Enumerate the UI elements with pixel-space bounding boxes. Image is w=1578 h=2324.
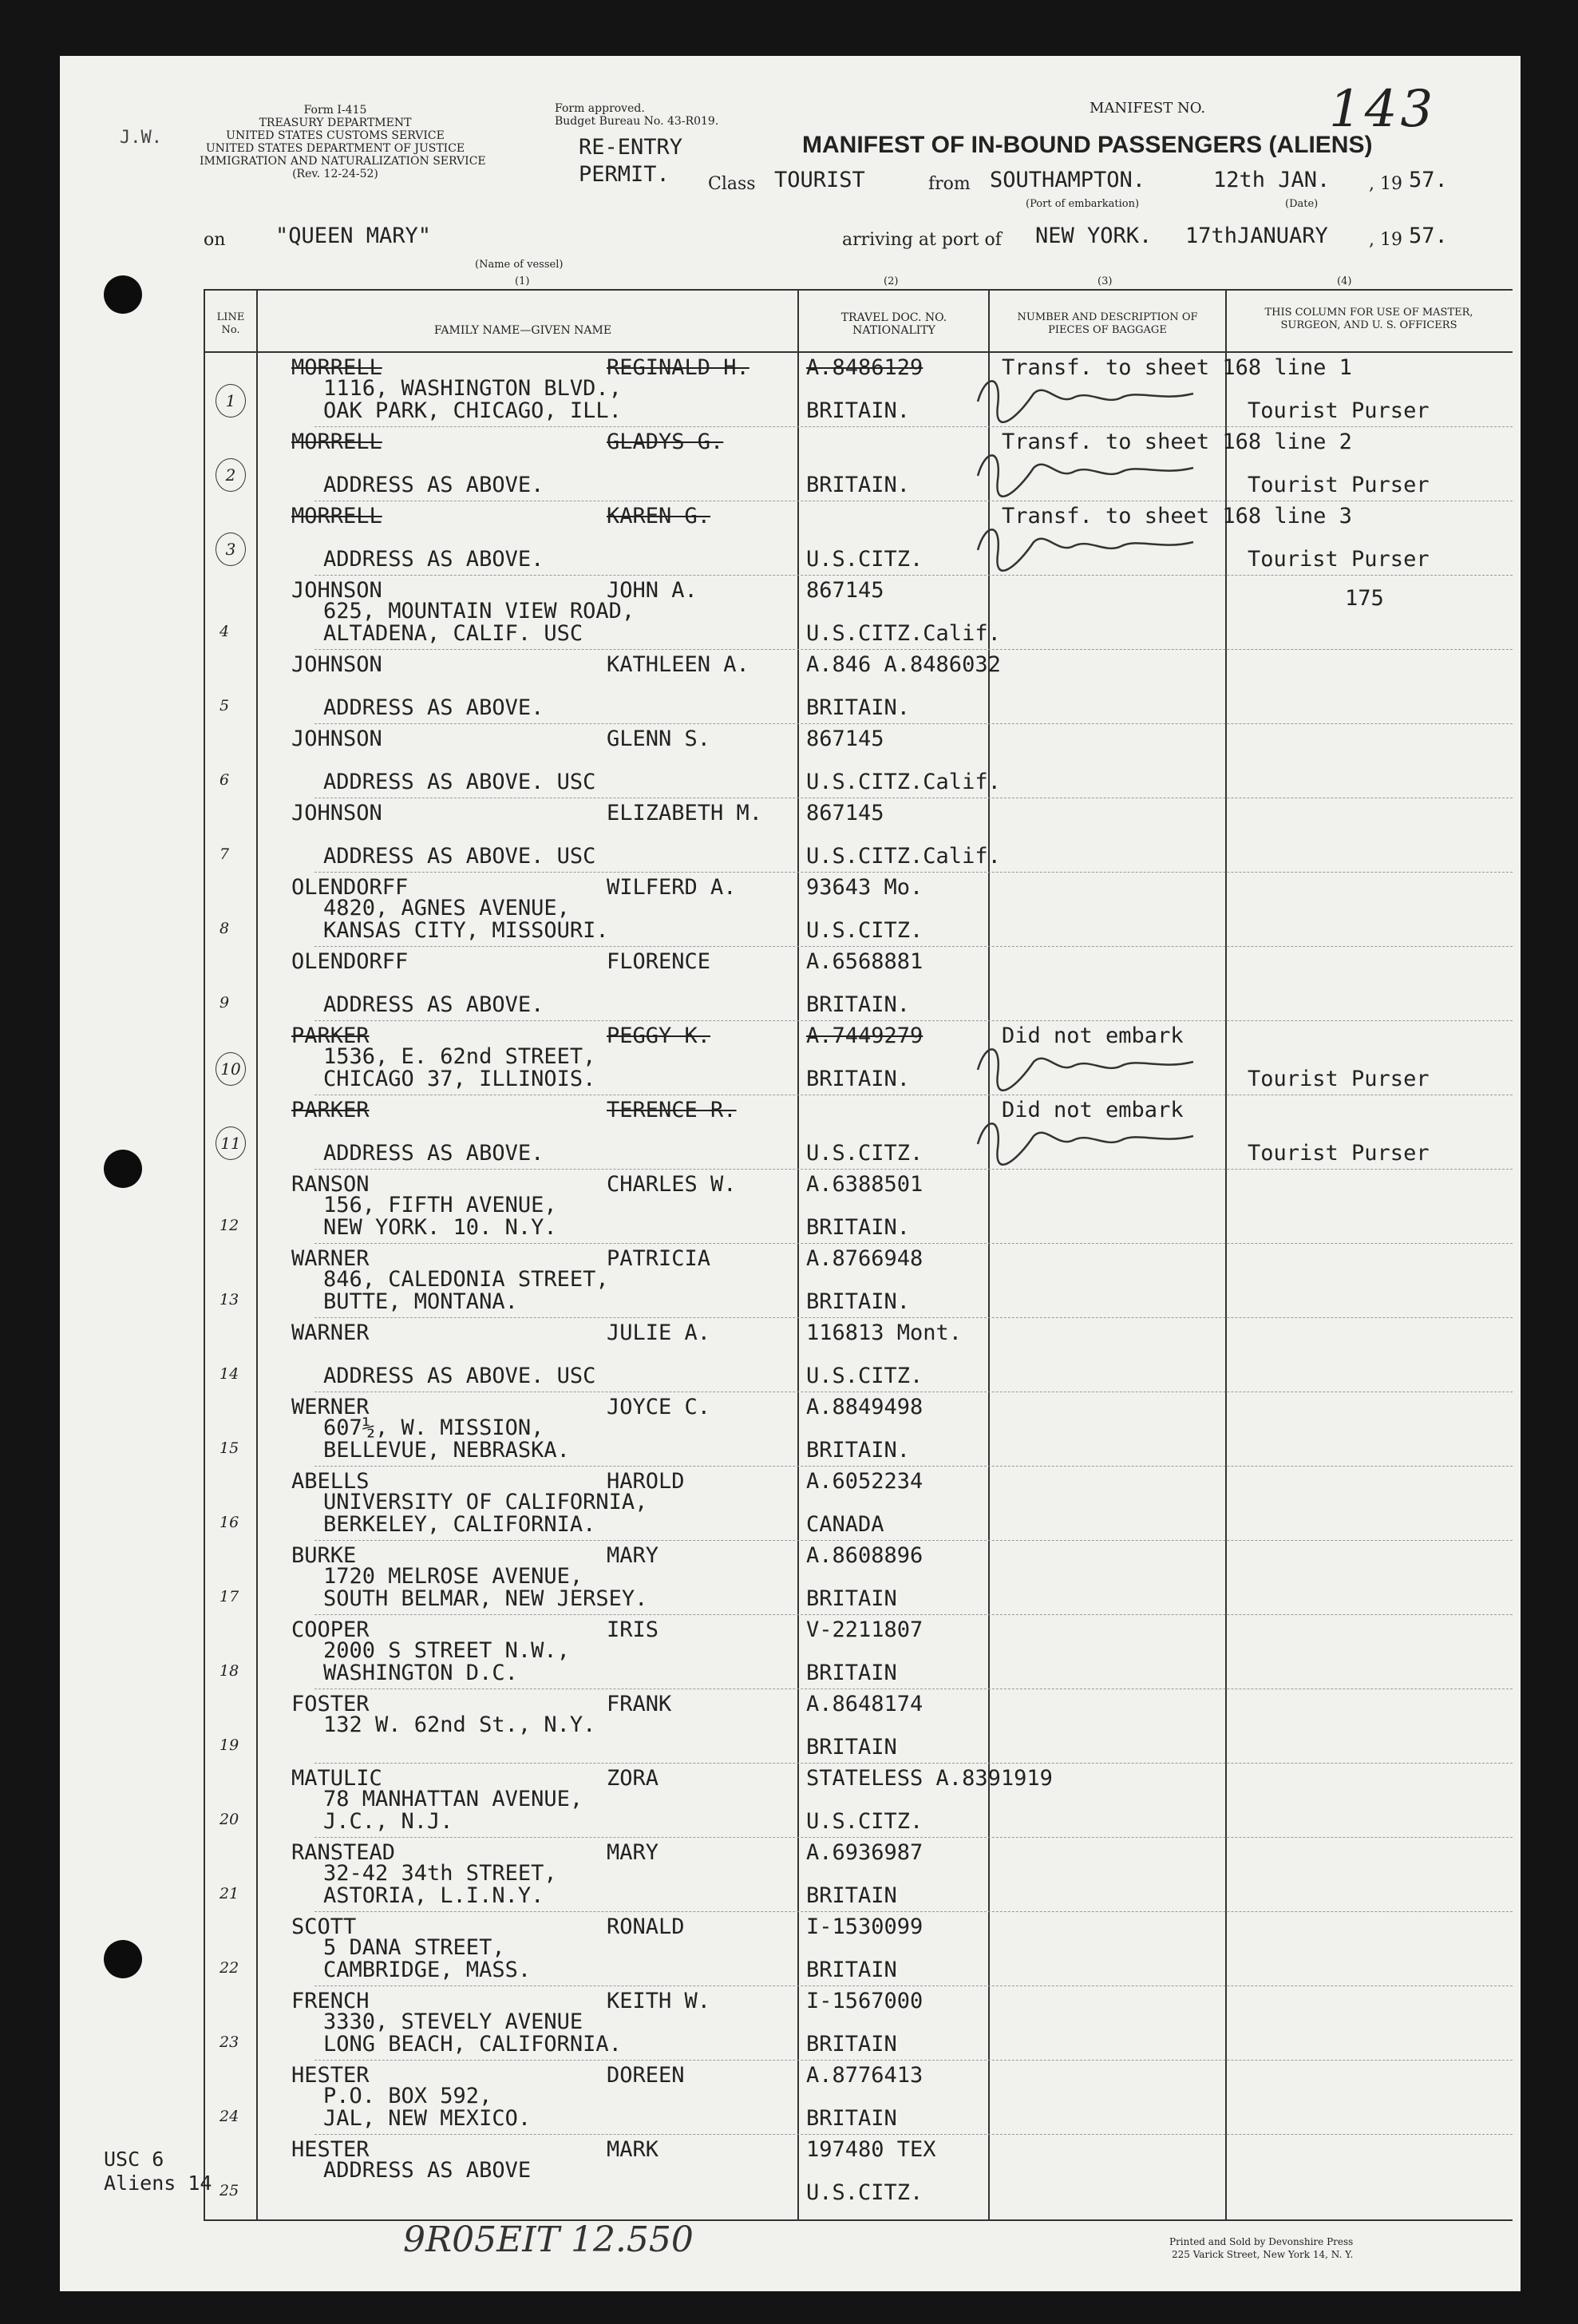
row-separator — [314, 1466, 1513, 1467]
given-name: FLORENCE — [607, 949, 711, 974]
address-line-1: 1720 MELROSE AVENUE, — [323, 1564, 583, 1589]
row-separator — [314, 2134, 1513, 2135]
family-name: SCOTT — [291, 1914, 357, 1939]
form-block-line: IMMIGRATION AND NATURALIZATION SERVICE — [200, 155, 486, 168]
address-line-2: J.C., N.J. — [323, 1809, 453, 1834]
travel-doc-number: V-2211807 — [806, 1617, 923, 1642]
given-name: REGINALD H. — [607, 355, 749, 380]
nationality: BRITAIN. — [806, 1438, 911, 1463]
travel-doc-number: A.6052234 — [806, 1469, 923, 1494]
form-approved-line: Form approved. — [555, 102, 645, 115]
nationality: U.S.CITZ. — [806, 547, 923, 572]
line-number: 6 — [219, 771, 230, 789]
year1: 57. — [1409, 168, 1448, 192]
vessel-name: "QUEEN MARY" — [275, 224, 432, 248]
travel-doc-number: A.8648174 — [806, 1692, 923, 1716]
address-line-1: 1116, WASHINGTON BLVD., — [323, 376, 622, 401]
family-name: OLENDORFF — [291, 949, 409, 974]
nationality: BRITAIN. — [806, 473, 911, 497]
class-value: TOURIST — [774, 168, 865, 192]
line-number: 8 — [219, 920, 230, 937]
travel-doc-number: A.6936987 — [806, 1840, 923, 1865]
nationality: BRITAIN — [806, 1586, 897, 1611]
family-name: RANSON — [291, 1172, 370, 1197]
row-separator — [314, 1911, 1513, 1912]
manifest-title: MANIFEST OF IN-BOUND PASSENGERS (ALIENS) — [802, 132, 1373, 158]
baggage-note: Transf. to sheet 168 line 3 — [1002, 504, 1352, 529]
on-label: on — [204, 230, 226, 250]
travel-doc-number: A.6568881 — [806, 949, 923, 974]
family-name: WERNER — [291, 1395, 370, 1419]
year1-prefix: , 19 — [1369, 174, 1402, 194]
nationality: BRITAIN. — [806, 398, 911, 423]
travel-doc-number: A.846 A.8486032 — [806, 652, 1001, 677]
given-name: KATHLEEN A. — [607, 652, 749, 677]
family-name: PARKER — [291, 1098, 370, 1122]
address-line-1: 78 MANHATTAN AVENUE, — [323, 1787, 583, 1811]
address-line-2: JAL, NEW MEXICO. — [323, 2106, 532, 2131]
officer-note: 175 — [1345, 586, 1384, 611]
family-name: JOHNSON — [291, 801, 382, 825]
address-line-2: BELLEVUE, NEBRASKA. — [323, 1438, 570, 1463]
given-name: JOYCE C. — [607, 1395, 711, 1419]
row-separator — [314, 426, 1513, 427]
address-line-1: 132 W. 62nd St., N.Y. — [323, 1712, 596, 1737]
row-separator — [314, 1837, 1513, 1838]
given-name: CHARLES W. — [607, 1172, 737, 1197]
line-number-circled: 2 — [216, 458, 246, 492]
family-name: WARNER — [291, 1246, 370, 1271]
travel-doc-number: A.8608896 — [806, 1543, 923, 1568]
address-line-1: 1536, E. 62nd STREET, — [323, 1044, 596, 1069]
address-line-2: ADDRESS AS ABOVE. — [323, 992, 544, 1017]
given-name: MARY — [607, 1840, 659, 1865]
family-name: BURKE — [291, 1543, 357, 1568]
baggage-note: Did not embark — [1002, 1098, 1184, 1122]
family-name: FOSTER — [291, 1692, 370, 1716]
form-block-line: (Rev. 12-24-52) — [292, 168, 378, 180]
row-separator — [314, 1020, 1513, 1021]
nationality: U.S.CITZ.Calif. — [806, 770, 1001, 794]
line-number-circled: 3 — [216, 533, 246, 566]
line-number: 22 — [219, 1959, 239, 1977]
family-name: HESTER — [291, 2137, 370, 2162]
given-name: MARY — [607, 1543, 659, 1568]
printer-imprint — [1169, 2235, 1353, 2261]
baggage-note: Transf. to sheet 168 line 2 — [1002, 430, 1352, 454]
nationality: BRITAIN — [806, 1883, 897, 1908]
line-number: 15 — [219, 1439, 239, 1457]
line-number: 25 — [219, 2182, 239, 2199]
nationality: U.S.CITZ.Calif. — [806, 844, 1001, 869]
address-line-1: UNIVERSITY OF CALIFORNIA, — [323, 1490, 648, 1514]
row-separator — [314, 2060, 1513, 2061]
given-name: JULIE A. — [607, 1320, 711, 1345]
line-number: 14 — [219, 1365, 239, 1383]
address-line-2: ADDRESS AS ABOVE. USC — [323, 1364, 596, 1388]
address-line-1: 32-42 34th STREET, — [323, 1861, 557, 1886]
col-number-4: (4) — [1337, 275, 1352, 287]
address-line-2: ADDRESS AS ABOVE. USC — [323, 844, 596, 869]
line-number: 24 — [219, 2108, 239, 2125]
address-line-1: 607½, W. MISSION, — [323, 1415, 544, 1440]
travel-doc-number: 116813 Mont. — [806, 1320, 963, 1345]
form-block-line: UNITED STATES CUSTOMS SERVICE — [226, 129, 445, 142]
year2: 57. — [1409, 224, 1448, 248]
address-line-2: ADDRESS AS ABOVE. USC — [323, 770, 596, 794]
header-line-no: LINE No. — [216, 311, 245, 336]
header-name: FAMILY NAME—GIVEN NAME — [433, 324, 612, 337]
address-line-2: LONG BEACH, CALIFORNIA. — [323, 2032, 622, 2057]
form-approved — [555, 102, 718, 128]
address-line-1: 4820, AGNES AVENUE, — [323, 896, 570, 920]
printer-line: 225 Varick Street, New York 14, N. Y. — [1171, 2249, 1354, 2260]
punch-hole — [104, 275, 142, 314]
travel-doc-number: STATELESS A.8391919 — [806, 1766, 1053, 1791]
address-line-2: ADDRESS AS ABOVE. — [323, 1141, 544, 1166]
year2-prefix: , 19 — [1369, 230, 1402, 250]
given-name: KEITH W. — [607, 1989, 711, 2013]
address-line-1: 3330, STEVELY AVENUE — [323, 2009, 583, 2034]
sheet-stamp: 143 — [1329, 80, 1437, 139]
address-line-1: P.O. BOX 592, — [323, 2084, 492, 2108]
travel-doc-number: 867145 — [806, 578, 884, 603]
officer-note: Tourist Purser — [1248, 473, 1430, 497]
arrival-date: 17thJANUARY — [1185, 224, 1328, 248]
family-name: RANSTEAD — [291, 1840, 396, 1865]
row-separator — [314, 575, 1513, 576]
address-line-2: KANSAS CITY, MISSOURI. — [323, 918, 609, 943]
arriving-label: arriving at port of — [842, 230, 1002, 250]
travel-doc-number: 867145 — [806, 726, 884, 751]
address-line-1: 625, MOUNTAIN VIEW ROAD, — [323, 599, 635, 624]
travel-doc-number: A.8486129 — [806, 355, 923, 380]
vessel-caption: (Name of vessel) — [475, 259, 564, 271]
row-separator — [314, 1317, 1513, 1318]
given-name: FRANK — [607, 1692, 672, 1716]
form-block-line: UNITED STATES DEPARTMENT OF JUSTICE — [205, 142, 465, 155]
family-name: MORRELL — [291, 504, 382, 529]
row-separator — [314, 1243, 1513, 1244]
address-line-2: BERKELEY, CALIFORNIA. — [323, 1512, 596, 1537]
address-line-2: WASHINGTON D.C. — [323, 1661, 518, 1685]
punch-hole — [104, 1940, 142, 1978]
nationality: BRITAIN — [806, 1735, 897, 1760]
reentry-permit — [579, 134, 682, 188]
address-line-1: 156, FIFTH AVENUE, — [323, 1193, 557, 1217]
baggage-note: Transf. to sheet 168 line 1 — [1002, 355, 1352, 380]
nationality: BRITAIN. — [806, 1215, 911, 1240]
arrival-port: NEW YORK. — [1035, 224, 1153, 248]
row-separator — [314, 872, 1513, 873]
port-of-embarkation: SOUTHAMPTON. — [990, 168, 1146, 192]
purser-signature — [970, 370, 1201, 426]
address-line-2: ADDRESS AS ABOVE. — [323, 473, 544, 497]
address-line-2: ASTORIA, L.I.N.Y. — [323, 1883, 544, 1908]
purser-signature — [970, 1112, 1201, 1168]
travel-doc-number: A.7449279 — [806, 1023, 923, 1048]
travel-doc-number: A.8766948 — [806, 1246, 923, 1271]
address-line-2: SOUTH BELMAR, NEW JERSEY. — [323, 1586, 648, 1611]
nationality: U.S.CITZ.Calif. — [806, 621, 1001, 646]
family-name: PARKER — [291, 1023, 370, 1048]
address-line-2: ADDRESS AS ABOVE. — [323, 695, 544, 720]
nationality: BRITAIN. — [806, 1289, 911, 1314]
line-number: 19 — [219, 1736, 239, 1754]
family-name: OLENDORFF — [291, 875, 409, 900]
embark-date: 12th JAN. — [1213, 168, 1331, 192]
row-separator — [314, 1763, 1513, 1764]
line-number: 7 — [219, 845, 230, 863]
family-name: ABELLS — [291, 1469, 370, 1494]
nationality: U.S.CITZ. — [806, 1364, 923, 1388]
nationality: U.S.CITZ. — [806, 2180, 923, 2205]
travel-doc-number: I-1530099 — [806, 1914, 923, 1939]
line-number: 21 — [219, 1885, 239, 1902]
travel-doc-number: 867145 — [806, 801, 884, 825]
given-name: HAROLD — [607, 1469, 685, 1494]
family-name: MORRELL — [291, 430, 382, 454]
printer-line: Printed and Sold by Devonshire Press — [1169, 2236, 1354, 2247]
line-number: 13 — [219, 1291, 239, 1308]
line-number: 4 — [219, 623, 230, 640]
bottom-handwriting: 9R05EIT 12.550 — [403, 2219, 694, 2260]
given-name: IRIS — [607, 1617, 659, 1642]
given-name: RONALD — [607, 1914, 685, 1939]
travel-doc-number: A.8776413 — [806, 2063, 923, 2088]
form-block — [200, 104, 486, 180]
line-number-circled: 10 — [216, 1052, 246, 1086]
date-caption: (Date) — [1285, 198, 1319, 210]
address-line-2: ALTADENA, CALIF. USC — [323, 621, 583, 646]
manifest-page — [60, 56, 1521, 2291]
margin-note-aliens: Aliens 14 — [104, 2172, 212, 2195]
nationality: U.S.CITZ. — [806, 1141, 923, 1166]
given-name: GLENN S. — [607, 726, 711, 751]
address-line-1: 5 DANA STREET, — [323, 1935, 505, 1960]
given-name: ZORA — [607, 1766, 659, 1791]
row-separator — [314, 649, 1513, 650]
line-number: 12 — [219, 1217, 239, 1234]
line-number: 20 — [219, 1811, 239, 1828]
row-separator — [314, 1614, 1513, 1615]
col-number-2: (2) — [884, 275, 899, 287]
col-number-3: (3) — [1097, 275, 1113, 287]
punch-hole — [104, 1150, 142, 1188]
given-name: TERENCE R. — [607, 1098, 737, 1122]
nationality: CANADA — [806, 1512, 884, 1537]
address-line-2: NEW YORK. 10. N.Y. — [323, 1215, 557, 1240]
nationality: BRITAIN. — [806, 695, 911, 720]
family-name: WARNER — [291, 1320, 370, 1345]
row-separator — [314, 723, 1513, 724]
given-name: ELIZABETH M. — [607, 801, 763, 825]
margin-note-usc: USC 6 — [104, 2148, 164, 2171]
family-name: FRENCH — [291, 1989, 370, 2013]
header-baggage: NUMBER AND DESCRIPTION OF PIECES OF BAGGAGE — [1017, 311, 1198, 336]
corner-initials: J.W. — [120, 128, 162, 148]
line-number: 5 — [219, 697, 230, 715]
family-name: MORRELL — [291, 355, 382, 380]
nationality: BRITAIN. — [806, 992, 911, 1017]
address-line-2: ADDRESS AS ABOVE. — [323, 547, 544, 572]
row-separator — [314, 946, 1513, 947]
line-number: 18 — [219, 1662, 239, 1680]
address-line-1: ADDRESS AS ABOVE — [323, 2158, 532, 2183]
address-line-2: CAMBRIDGE, MASS. — [323, 1958, 532, 1982]
officer-note: Tourist Purser — [1248, 398, 1430, 423]
nationality: BRITAIN — [806, 2106, 897, 2131]
given-name: WILFERD A. — [607, 875, 737, 900]
form-block-line: Form I-415 — [303, 104, 367, 117]
officer-note: Tourist Purser — [1248, 1067, 1430, 1091]
line-number: 17 — [219, 1588, 239, 1605]
address-line-2: BUTTE, MONTANA. — [323, 1289, 518, 1314]
nationality: BRITAIN — [806, 1661, 897, 1685]
family-name: HESTER — [291, 2063, 370, 2088]
given-name: DOREEN — [607, 2063, 685, 2088]
form-approved-line: Budget Bureau No. 43-R019. — [555, 115, 719, 128]
purser-signature — [970, 1038, 1201, 1094]
line-number: 16 — [219, 1514, 239, 1531]
reentry-line: RE-ENTRY — [579, 135, 683, 160]
line-number: 23 — [219, 2033, 239, 2051]
manifest-no-label: MANIFEST NO. — [1090, 100, 1206, 117]
given-name: PATRICIA — [607, 1246, 711, 1271]
address-line-1: 846, CALEDONIA STREET, — [323, 1267, 609, 1292]
purser-signature — [970, 518, 1201, 574]
row-separator — [314, 1169, 1513, 1170]
nationality: U.S.CITZ. — [806, 1809, 923, 1834]
purser-signature — [970, 444, 1201, 500]
travel-doc-number: 93643 Mo. — [806, 875, 923, 900]
nationality: BRITAIN. — [806, 1067, 911, 1091]
travel-doc-number: I-1567000 — [806, 1989, 923, 2013]
given-name: MARK — [607, 2137, 659, 2162]
nationality: BRITAIN — [806, 1958, 897, 1982]
officer-note: Tourist Purser — [1248, 1141, 1430, 1166]
travel-doc-number: A.8849498 — [806, 1395, 923, 1419]
given-name: PEGGY K. — [607, 1023, 711, 1048]
family-name: JOHNSON — [291, 578, 382, 603]
nationality: BRITAIN — [806, 2032, 897, 2057]
given-name: KAREN G. — [607, 504, 711, 529]
given-name: GLADYS G. — [607, 430, 724, 454]
row-separator — [314, 1540, 1513, 1541]
line-number-circled: 1 — [216, 384, 246, 418]
col-number-1: (1) — [515, 275, 530, 287]
header-officers: THIS COLUMN FOR USE OF MASTER, SURGEON, AND U. S. OFFICERS — [1264, 307, 1473, 331]
port-embark-caption: (Port of embarkation) — [1026, 198, 1140, 210]
line-number: 9 — [219, 994, 230, 1012]
reentry-line: PERMIT. — [579, 162, 670, 187]
address-line-2: CHICAGO 37, ILLINOIS. — [323, 1067, 596, 1091]
address-line-2: OAK PARK, CHICAGO, ILL. — [323, 398, 622, 423]
family-name: MATULIC — [291, 1766, 382, 1791]
family-name: COOPER — [291, 1617, 370, 1642]
line-number-circled: 11 — [216, 1126, 246, 1160]
travel-doc-number: 197480 TEX — [806, 2137, 936, 2162]
baggage-note: Did not embark — [1002, 1023, 1184, 1048]
nationality: U.S.CITZ. — [806, 918, 923, 943]
header-travel-doc: TRAVEL DOC. NO. NATIONALITY — [840, 311, 947, 337]
from-label: from — [928, 174, 971, 194]
officer-note: Tourist Purser — [1248, 547, 1430, 572]
travel-doc-number: A.6388501 — [806, 1172, 923, 1197]
row-separator — [314, 1985, 1513, 1986]
family-name: JOHNSON — [291, 726, 382, 751]
class-label: Class — [708, 174, 756, 194]
address-line-1: 2000 S STREET N.W., — [323, 1638, 570, 1663]
form-block-line: TREASURY DEPARTMENT — [259, 117, 412, 129]
given-name: JOHN A. — [607, 578, 698, 603]
family-name: JOHNSON — [291, 652, 382, 677]
